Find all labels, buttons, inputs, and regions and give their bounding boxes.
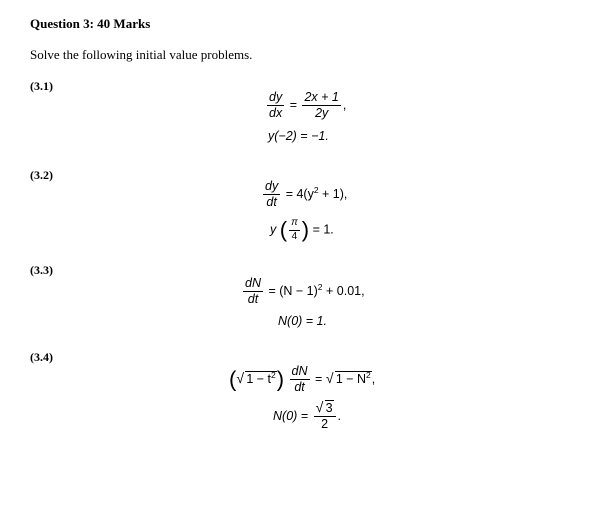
rhs-denominator: 2y — [315, 106, 329, 121]
question-title: Question 3: 40 Marks — [30, 16, 151, 31]
deriv-numerator: dN — [290, 365, 310, 380]
rhs-part-b: + 0.01, — [322, 283, 365, 298]
equals-sign: = — [289, 97, 297, 112]
deriv-denominator: dt — [247, 292, 259, 307]
sqrt3-content: 3 — [325, 401, 333, 415]
comma: , — [371, 371, 376, 386]
exponent: 2 — [271, 369, 276, 380]
deriv-denominator: dt — [266, 195, 277, 210]
rhs-part-a: = 4(y — [285, 186, 314, 201]
exponent: 2 — [317, 281, 323, 292]
deriv-numerator: dy — [267, 91, 284, 106]
four-denominator: 4 — [291, 230, 298, 242]
sqrt-b-content: 1 − N — [335, 371, 367, 386]
exponent: 2 — [313, 184, 319, 195]
equation-3-3-ode — [241, 277, 365, 306]
rhs-part-b: + 1), — [318, 186, 348, 201]
function-y: y — [270, 222, 277, 237]
lhs-n0: N(0) = — [273, 408, 309, 423]
deriv-numerator: dN — [243, 277, 263, 292]
equation-3-2-initial: y ( $\frac{\pi}{4}$ ) = 1. — [270, 217, 334, 242]
part-label-3-3: (3.3) — [30, 263, 53, 277]
equals-sign: = — [315, 371, 323, 386]
equation-3-3-initial: N(0) = 1. — [278, 314, 327, 328]
rhs-numerator: 2x + 1 — [302, 91, 340, 106]
part-label-3-1: (3.1) — [30, 79, 53, 93]
sqrt-icon: √ — [325, 369, 334, 386]
rhs-part-a: = (N − 1) — [268, 283, 318, 298]
rhs-value: = 1. — [312, 222, 334, 237]
instruction-text: Solve the following initial value problems. — [30, 47, 253, 62]
equation-3-2-ode — [261, 180, 347, 209]
sqrt-icon: √ — [315, 399, 324, 415]
pi-numerator: π — [289, 218, 300, 231]
part-label-3-2: (3.2) — [30, 168, 53, 182]
deriv-denominator: dx — [269, 106, 283, 121]
part-label-3-4: (3.4) — [30, 350, 53, 364]
two-denominator: 2 — [321, 417, 329, 432]
comma: , — [342, 97, 347, 112]
sqrt-a-content: 1 − t — [246, 371, 271, 386]
equation-3-1-ode — [265, 91, 346, 120]
equation-3-4-initial — [273, 399, 341, 432]
equation-3-4-ode: ( √ $1 - t^2$) $\frac{dN}{dt}$ = √ $1 - N^2$, — [229, 364, 376, 395]
deriv-denominator: dt — [294, 380, 305, 395]
exponent: 2 — [366, 369, 371, 380]
sqrt-icon: √ — [236, 369, 245, 386]
deriv-numerator: dy — [263, 180, 280, 195]
period: . — [337, 408, 341, 423]
equation-3-1-initial: y(−2) = −1. — [268, 129, 329, 143]
